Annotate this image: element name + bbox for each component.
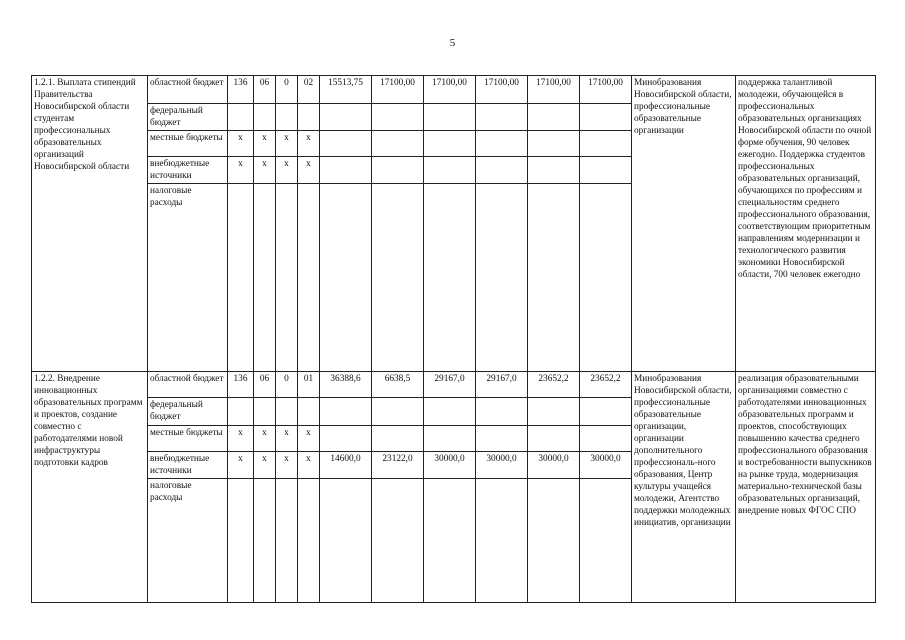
executor-cell: Минобразования Новосибирской области, профессиональные образовательные организации, организации дополнительного профессиональ-ного образования, Центр культуры учащейся молодежи, Агентство поддержки молодежных инициатив, организации — [632, 372, 736, 603]
budget-code-cell: х — [298, 157, 320, 184]
budget-code-cell: 01 — [298, 372, 320, 398]
financing-amount-cell: 23652,2 — [580, 372, 632, 398]
budget-code-cell: х — [254, 452, 276, 479]
budget-code-cell: 0 — [276, 372, 298, 398]
financing-amount-cell — [424, 184, 476, 372]
financing-amount-cell — [580, 398, 632, 426]
expected-result-cell: реализация образовательными организациями совместно с работодателями инновационных образовательных программ и проектов, способствующих повышению качества среднего профессионального образования и востребованности выпускников на рынке труда, модернизация материально-технической базы образовательных организаций, внедрение новых ФГОС СПО — [736, 372, 876, 603]
funding-source-cell: внебюджетные источники — [148, 452, 228, 479]
financing-amount-cell: 29167,0 — [424, 372, 476, 398]
financing-amount-cell: 17100,00 — [424, 76, 476, 104]
financing-amount-cell: 30000,0 — [476, 452, 528, 479]
financing-amount-cell: 23122,0 — [372, 452, 424, 479]
page-number: 5 — [449, 37, 456, 49]
financing-amount-cell — [528, 104, 580, 131]
budget-code-cell — [228, 479, 254, 603]
financing-amount-cell — [476, 157, 528, 184]
budget-code-cell — [276, 104, 298, 131]
budget-code-cell: 02 — [298, 76, 320, 104]
budget-code-cell: х — [276, 157, 298, 184]
budget-code-cell: х — [298, 452, 320, 479]
funding-source-cell: налоговые расходы — [148, 479, 228, 603]
financing-amount-cell — [528, 426, 580, 452]
financing-amount-cell — [320, 479, 372, 603]
budget-code-cell: х — [228, 426, 254, 452]
program-measures-table — [31, 75, 876, 603]
financing-amount-cell: 6638,5 — [372, 372, 424, 398]
financing-amount-cell — [476, 184, 528, 372]
financing-amount-cell — [528, 184, 580, 372]
budget-code-cell: х — [276, 131, 298, 157]
budget-code-cell: х — [228, 452, 254, 479]
budget-code-cell: х — [276, 452, 298, 479]
financing-amount-cell — [580, 104, 632, 131]
budget-code-cell — [254, 479, 276, 603]
funding-source-cell: местные бюджеты — [148, 131, 228, 157]
funding-source-cell: налоговые расходы — [148, 184, 228, 372]
financing-amount-cell — [320, 398, 372, 426]
financing-amount-cell — [528, 131, 580, 157]
funding-source-cell: внебюджетные источники — [148, 157, 228, 184]
financing-amount-cell — [372, 479, 424, 603]
budget-code-cell — [228, 184, 254, 372]
budget-code-cell — [254, 184, 276, 372]
financing-amount-cell — [424, 398, 476, 426]
financing-amount-cell — [476, 479, 528, 603]
funding-source-cell: областной бюджет — [148, 372, 228, 398]
financing-amount-cell — [372, 157, 424, 184]
financing-amount-cell: 17100,00 — [372, 76, 424, 104]
financing-amount-cell — [424, 426, 476, 452]
budget-code-cell — [228, 398, 254, 426]
financing-amount-cell — [528, 398, 580, 426]
budget-code-cell: х — [228, 157, 254, 184]
budget-code-cell: 136 — [228, 76, 254, 104]
budget-code-cell: 06 — [254, 76, 276, 104]
financing-amount-cell: 17100,00 — [580, 76, 632, 104]
financing-amount-cell: 17100,00 — [528, 76, 580, 104]
budget-code-cell: 0 — [276, 76, 298, 104]
financing-amount-cell — [424, 104, 476, 131]
financing-amount-cell: 15513,75 — [320, 76, 372, 104]
financing-amount-cell: 30000,0 — [528, 452, 580, 479]
financing-amount-cell — [580, 479, 632, 603]
table-row — [32, 372, 876, 398]
budget-code-cell — [298, 104, 320, 131]
budget-code-cell: 136 — [228, 372, 254, 398]
budget-code-cell — [276, 398, 298, 426]
budget-code-cell: х — [254, 131, 276, 157]
financing-amount-cell — [476, 398, 528, 426]
financing-amount-cell — [580, 157, 632, 184]
expected-result-cell: поддержка талантливой молодежи, обучающейся в профессиональных образовательных организациях Новосибирской области по очной форме обучения, 90 человек ежегодно. Поддержка студентов профессиональных образовательных организаций, обучающихся по профессиям и специальностям среднего профессионального образования, соответствующим приоритетным направлениям модернизации и технологического развития экономики Новосибирской области, 700 человек ежегодно — [736, 76, 876, 372]
financing-amount-cell — [320, 104, 372, 131]
budget-code-cell — [228, 104, 254, 131]
financing-amount-cell: 23652,2 — [528, 372, 580, 398]
budget-code-cell: х — [276, 426, 298, 452]
financing-amount-cell — [372, 398, 424, 426]
funding-source-cell: областной бюджет — [148, 76, 228, 104]
budget-code-cell: 06 — [254, 372, 276, 398]
financing-amount-cell — [320, 426, 372, 452]
financing-amount-cell — [372, 426, 424, 452]
financing-amount-cell — [476, 426, 528, 452]
executor-cell: Минобразования Новосибирской области, профессиональные образовательные организации — [632, 76, 736, 372]
budget-code-cell — [276, 184, 298, 372]
financing-amount-cell — [528, 479, 580, 603]
financing-amount-cell — [424, 479, 476, 603]
financing-amount-cell — [320, 131, 372, 157]
financing-amount-cell: 17100,00 — [476, 76, 528, 104]
funding-source-cell: федеральный бюджет — [148, 398, 228, 426]
financing-amount-cell — [372, 184, 424, 372]
budget-code-cell: х — [228, 131, 254, 157]
financing-amount-cell — [372, 131, 424, 157]
funding-source-cell: федеральный бюджет — [148, 104, 228, 131]
budget-code-cell — [254, 104, 276, 131]
financing-amount-cell — [476, 131, 528, 157]
budget-code-cell — [298, 184, 320, 372]
financing-amount-cell — [528, 157, 580, 184]
budget-code-cell: х — [254, 157, 276, 184]
financing-amount-cell: 29167,0 — [476, 372, 528, 398]
budget-code-cell: х — [298, 426, 320, 452]
financing-amount-cell: 14600,0 — [320, 452, 372, 479]
measure-name-cell: 1.2.2. Внедрение инновационных образовательных программ и проектов, создание совместно с работодателями новой инфраструктуры подготовки кадров — [32, 372, 148, 603]
financing-amount-cell — [580, 184, 632, 372]
financing-amount-cell — [424, 157, 476, 184]
financing-amount-cell: 30000,0 — [424, 452, 476, 479]
financing-amount-cell — [320, 184, 372, 372]
financing-amount-cell — [320, 157, 372, 184]
budget-code-cell — [276, 479, 298, 603]
budget-code-cell: х — [298, 131, 320, 157]
financing-amount-cell — [580, 426, 632, 452]
financing-amount-cell: 36388,6 — [320, 372, 372, 398]
financing-amount-cell: 30000,0 — [580, 452, 632, 479]
budget-code-cell — [298, 479, 320, 603]
measure-name-cell: 1.2.1. Выплата стипендий Правительства Новосибирской области студентам профессиональных образовательных организаций Новосибирской области — [32, 76, 148, 372]
funding-source-cell: местные бюджеты — [148, 426, 228, 452]
budget-code-cell — [254, 398, 276, 426]
table-row — [32, 76, 876, 104]
financing-amount-cell — [424, 131, 476, 157]
budget-code-cell: х — [254, 426, 276, 452]
budget-code-cell — [298, 398, 320, 426]
financing-amount-cell — [476, 104, 528, 131]
financing-amount-cell — [372, 104, 424, 131]
financing-amount-cell — [580, 131, 632, 157]
